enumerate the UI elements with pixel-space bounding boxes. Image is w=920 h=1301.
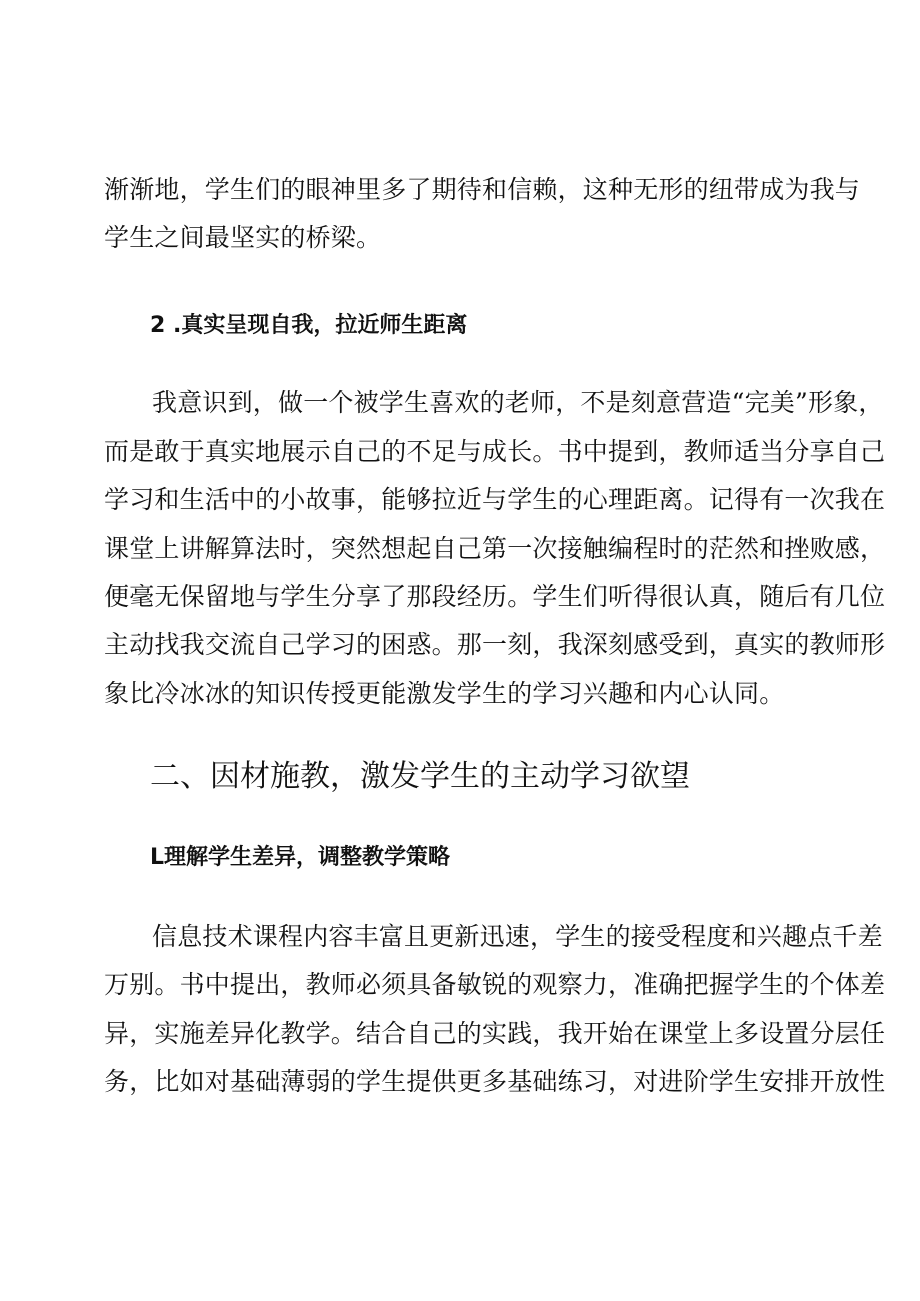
paragraph-line: 务，比如对基础薄弱的学生提供更多基础练习，对进阶学生安排开放性 <box>104 1067 886 1096</box>
paragraph-line: 学习和生活中的小故事，能够拉近与学生的心理距离。记得有一次我在 <box>104 485 886 514</box>
paragraph-line: 课堂上讲解算法时，突然想起自己第一次接触编程时的茫然和挫败感， <box>104 534 886 563</box>
subheading-2: 2 .真实呈现自我，拉近师生距离 <box>150 313 468 338</box>
section-heading: 二、因材施教，激发学生的主动学习欲望 <box>150 759 690 794</box>
paragraph-line: 学生之间最坚实的桥梁。 <box>104 223 382 252</box>
paragraph-line: 而是敢于真实地展示自己的不足与成长。书中提到，教师适当分享自己 <box>104 437 886 466</box>
paragraph-line: 万别。书中提出，教师必须具备敏锐的观察力，准确把握学生的个体差 <box>104 970 886 999</box>
subheading-1: L理解学生差异，调整教学策略 <box>150 845 451 870</box>
paragraph-line: 异，实施差异化教学。结合自己的实践，我开始在课堂上多设置分层任 <box>104 1019 886 1048</box>
paragraph-line: 便毫无保留地与学生分享了那段经历。学生们听得很认真，随后有几位 <box>104 582 886 611</box>
paragraph-line: 信息技术课程内容丰富且更新迅速，学生的接受程度和兴趣点千差 <box>152 922 883 951</box>
paragraph-line: 象比冷冰冰的知识传授更能激发学生的学习兴趣和内心认同。 <box>104 679 785 708</box>
paragraph-line: 主动找我交流自己学习的困惑。那一刻，我深刻感受到，真实的教师形 <box>104 630 886 659</box>
paragraph-line: 我意识到，做一个被学生喜欢的老师，不是刻意营造“完美”形象， <box>152 388 884 417</box>
paragraph-line: 渐渐地，学生们的眼神里多了期待和信赖，这种无形的纽带成为我与 <box>104 175 861 204</box>
